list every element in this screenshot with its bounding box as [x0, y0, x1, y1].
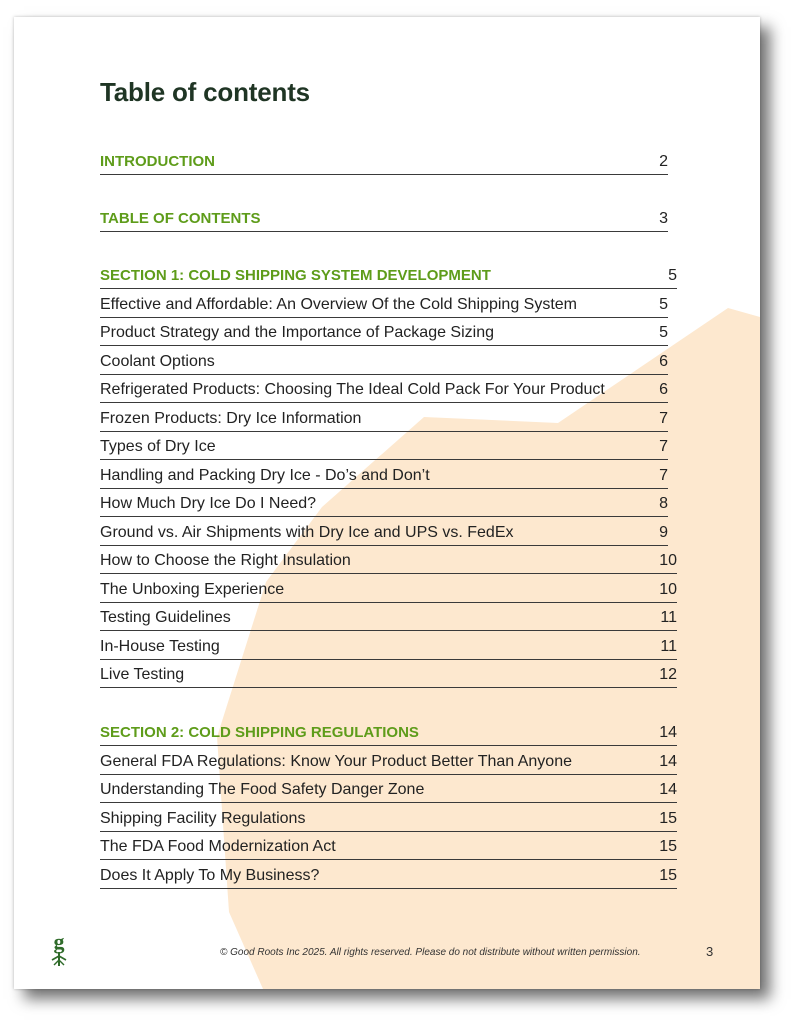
toc-page-number: 7	[659, 466, 668, 484]
toc-entry-label: Handling and Packing Dry Ice - Do’s and Don’t	[100, 466, 430, 484]
toc-page-number: 6	[659, 380, 668, 398]
toc-entry[interactable]	[100, 347, 668, 375]
toc-entry-label: Effective and Affordable: An Overview Of the Cold Shipping System	[100, 295, 578, 313]
toc-section-heading: SECTION 2: COLD SHIPPING REGULATIONS	[100, 724, 419, 741]
toc-section-heading: INTRODUCTION	[100, 153, 215, 170]
toc-entry[interactable]	[100, 718, 677, 746]
footer-copyright: © Good Roots Inc 2025. All rights reserved. Please do not distribute without written permission.	[220, 947, 641, 958]
toc-entry[interactable]	[100, 660, 677, 688]
toc-page-number: 10	[659, 551, 677, 569]
toc-entry-label: General FDA Regulations: Know Your Product Better Than Anyone	[100, 752, 572, 770]
toc-page-number: 5	[659, 295, 668, 313]
toc-entry-label: Does It Apply To My Business?	[100, 866, 320, 884]
toc-section-heading: TABLE OF CONTENTS	[100, 210, 261, 227]
toc-page-number: 3	[659, 209, 668, 227]
toc-entry-label: How to Choose the Right Insulation	[100, 551, 351, 569]
toc-entry[interactable]	[100, 861, 677, 889]
toc-entry[interactable]	[100, 461, 668, 489]
toc-page-number: 7	[659, 409, 668, 427]
toc-page-number: 6	[659, 352, 668, 370]
toc-entry-label: Ground vs. Air Shipments with Dry Ice and UPS vs. FedEx	[100, 523, 514, 541]
toc-content	[14, 17, 760, 989]
toc-entry[interactable]	[100, 204, 668, 232]
toc-entry[interactable]	[100, 489, 668, 517]
toc-page-number: 15	[659, 809, 677, 827]
toc-page-number: 10	[659, 580, 677, 598]
toc-entry-label: How Much Dry Ice Do I Need?	[100, 494, 317, 512]
toc-entry[interactable]	[100, 261, 677, 289]
toc-entry-label: Types of Dry Ice	[100, 437, 216, 455]
toc-entry-label: Coolant Options	[100, 352, 215, 370]
toc-entry[interactable]	[100, 632, 677, 660]
toc-page-number: 15	[659, 866, 677, 884]
document-page	[14, 17, 760, 989]
toc-page-number: 2	[659, 152, 668, 170]
toc-entry-label: Live Testing	[100, 665, 185, 683]
toc-entry-label: Product Strategy and the Importance of Package Sizing	[100, 323, 495, 341]
toc-entry[interactable]	[100, 147, 668, 175]
toc-page-number: 14	[659, 752, 677, 770]
toc-entry[interactable]	[100, 747, 677, 775]
toc-page-number: 15	[659, 837, 677, 855]
toc-page-number: 8	[659, 494, 668, 512]
toc-entry[interactable]	[100, 546, 677, 574]
toc-page-number: 11	[660, 608, 677, 626]
toc-entry-label: Understanding The Food Safety Danger Zone	[100, 780, 425, 798]
footer-page-number: 3	[706, 944, 714, 959]
toc-entry-label: Frozen Products: Dry Ice Information	[100, 409, 362, 427]
toc-page-number: 7	[659, 437, 668, 455]
page-title: Table of contents	[100, 77, 310, 107]
toc-entry[interactable]	[100, 375, 668, 403]
toc-entry-label: The FDA Food Modernization Act	[100, 837, 336, 855]
toc-entry-label: The Unboxing Experience	[100, 580, 285, 598]
toc-page-number: 12	[659, 665, 677, 683]
toc-entry[interactable]	[100, 432, 668, 460]
svg-text:g: g	[53, 931, 65, 954]
toc-page-number: 11	[660, 637, 677, 655]
toc-page-number: 5	[668, 266, 677, 284]
toc-entry-label: Testing Guidelines	[100, 608, 231, 626]
toc-entry[interactable]	[100, 804, 677, 832]
toc-entry[interactable]	[100, 404, 668, 432]
toc-entry[interactable]	[100, 518, 668, 546]
toc-entry-label: Refrigerated Products: Choosing The Ideal Cold Pack For Your Product	[100, 380, 605, 398]
toc-entry[interactable]	[100, 603, 677, 631]
toc-entry[interactable]	[100, 575, 677, 603]
toc-page-number: 14	[659, 723, 677, 741]
toc-entry-label: In-House Testing	[100, 637, 220, 655]
toc-entry[interactable]	[100, 290, 668, 318]
toc-page-number: 14	[659, 780, 677, 798]
toc-page-number: 5	[659, 323, 668, 341]
toc-entry[interactable]	[100, 318, 668, 346]
toc-section-heading: SECTION 1: COLD SHIPPING SYSTEM DEVELOPMENT	[100, 267, 491, 284]
toc-entry[interactable]	[100, 832, 677, 860]
toc-entry-label: Shipping Facility Regulations	[100, 809, 306, 827]
toc-entry[interactable]	[100, 775, 677, 803]
toc-page-number: 9	[659, 523, 668, 541]
